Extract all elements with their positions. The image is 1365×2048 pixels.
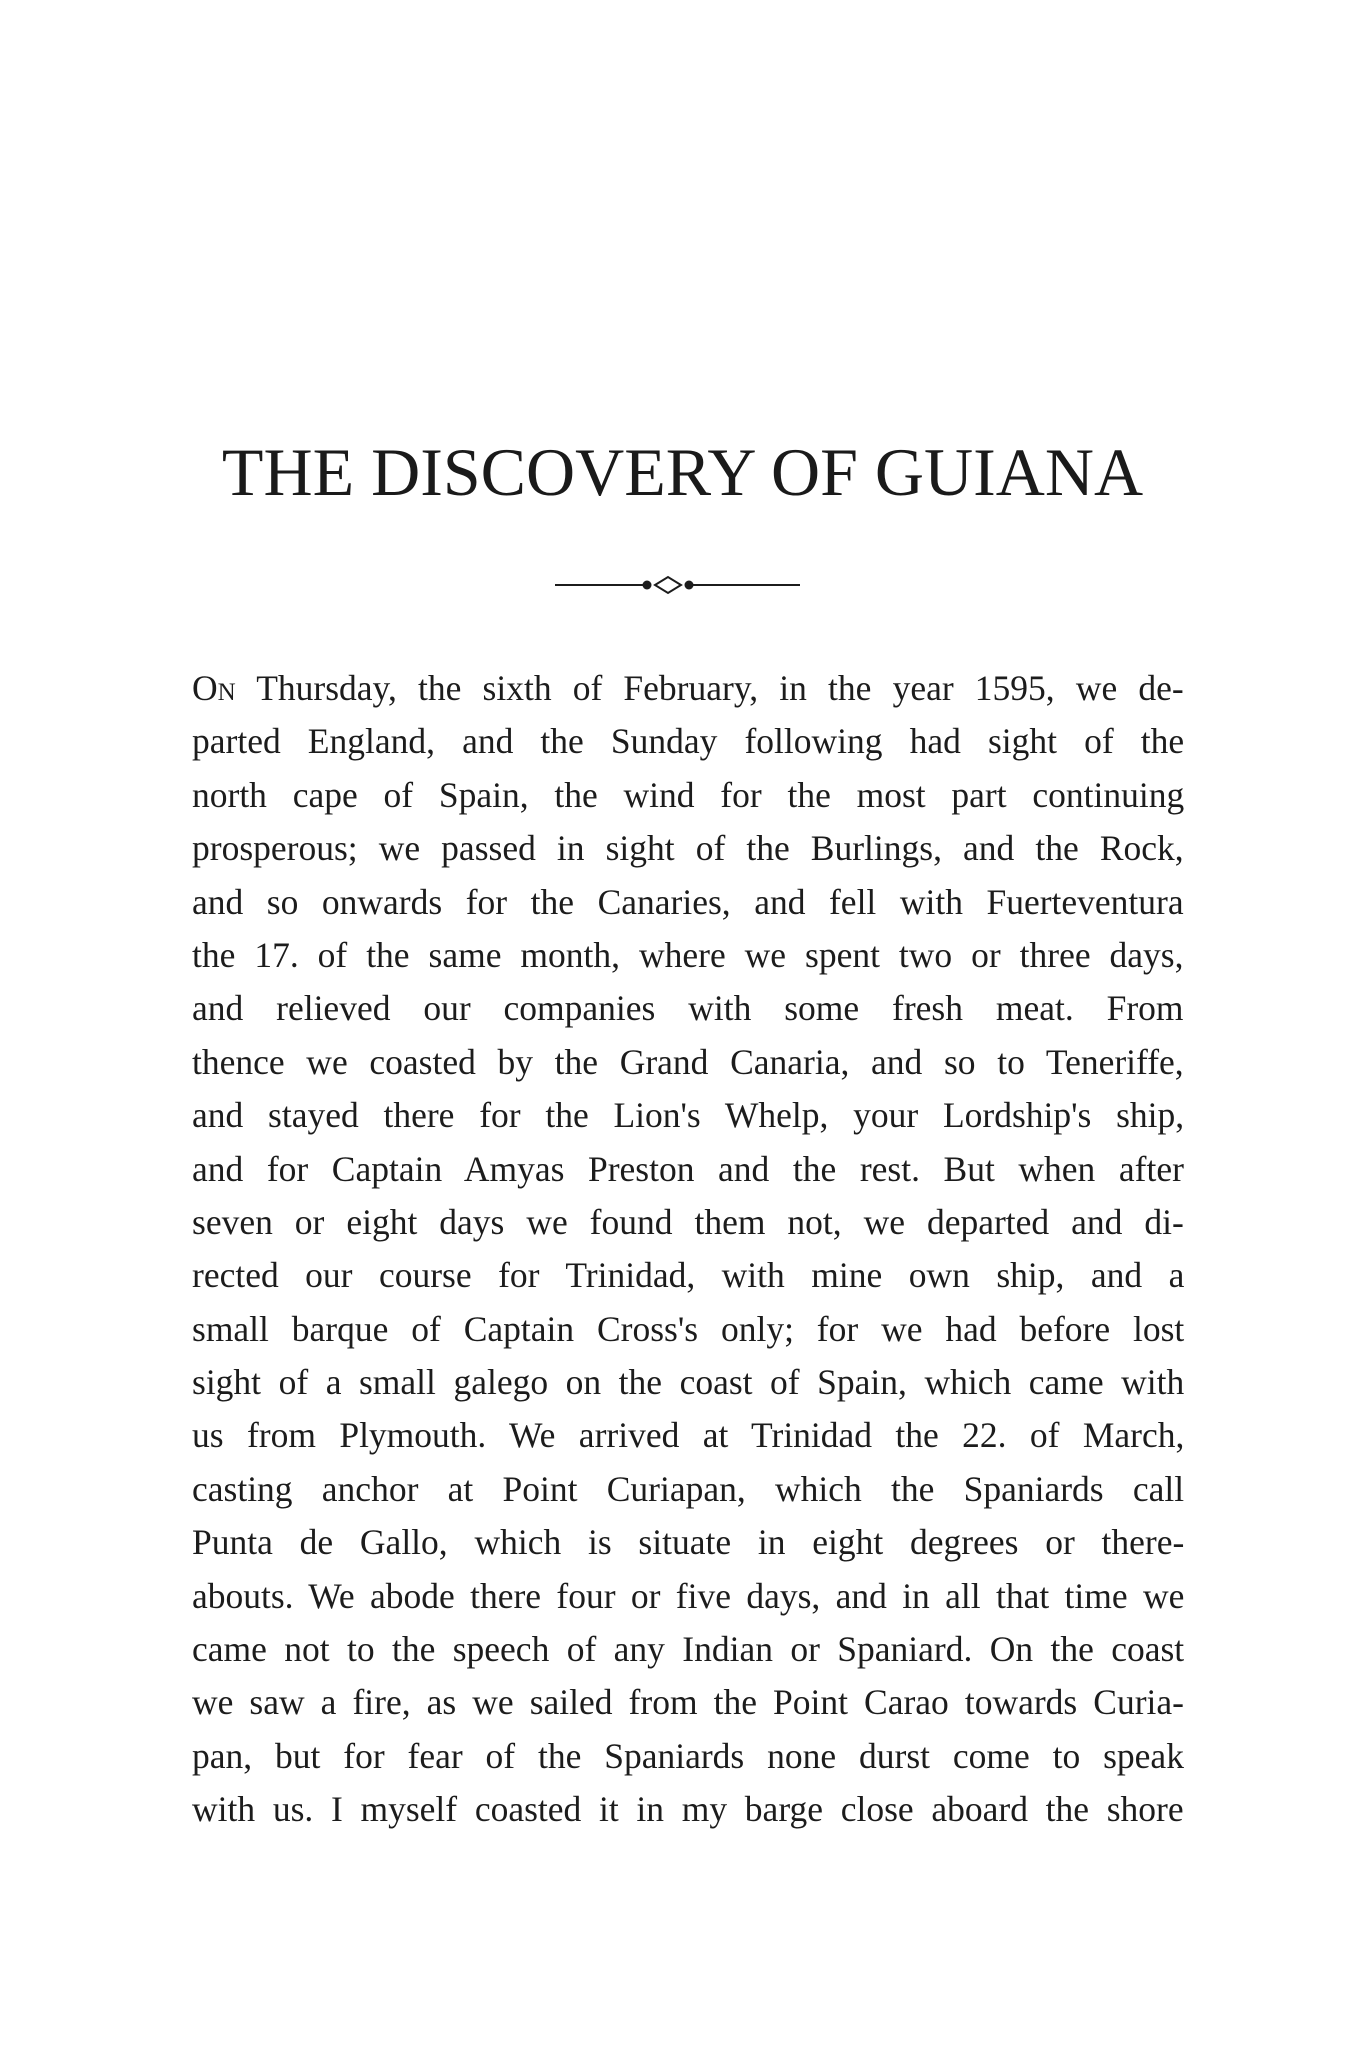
text-line: and stayed there for the Lion's Whelp, your Lordship's ship, bbox=[192, 1095, 1185, 1136]
dropcap-word: On bbox=[192, 668, 236, 708]
text-line: and relieved our companies with some fresh meat. From bbox=[192, 988, 1184, 1029]
text-line: Punta de Gallo, which is situate in eight degrees or there- bbox=[192, 1522, 1185, 1563]
chapter-title: THE DISCOVERY OF GUIANA bbox=[221, 434, 1144, 510]
text-line: parted England, and the Sunday following had sight of the bbox=[192, 721, 1185, 762]
text-line: pan, but for fear of the Spaniards none durst come to speak bbox=[192, 1735, 1184, 1776]
text-line: the 17. of the same month, where we spent two or three days, bbox=[192, 934, 1184, 975]
text-line: us from Plymouth. We arrived at Trinidad the 22. of March, bbox=[192, 1415, 1185, 1456]
text-line: casting anchor at Point Curiapan, which the Spaniards call bbox=[192, 1468, 1185, 1509]
text-line: rected our course for Trinidad, with mine own ship, and a bbox=[192, 1255, 1185, 1296]
text-line: with us. I myself coasted it in my barge close aboard the shore bbox=[192, 1789, 1184, 1830]
text-line: came not to the speech of any Indian or Spaniard. On the coast bbox=[192, 1629, 1185, 1670]
text-line: we saw a fire, as we sailed from the Point Carao towards Curia- bbox=[192, 1682, 1184, 1723]
text-line: seven or eight days we found them not, we departed and di- bbox=[192, 1201, 1184, 1242]
body-paragraph bbox=[192, 662, 1184, 1837]
text-line: sight of a small galego on the coast of Spain, which came with bbox=[192, 1362, 1185, 1403]
fleuron-divider-icon bbox=[555, 572, 800, 598]
text-line: and so onwards for the Canaries, and fell with Fuerteventura bbox=[192, 881, 1184, 922]
text-line: thence we coasted by the Grand Canaria, and so to Teneriffe, bbox=[192, 1041, 1184, 1082]
text-line: north cape of Spain, the wind for the most part continuing bbox=[192, 774, 1185, 815]
text-line-content: Thursday, the sixth of February, in the year 1595, we de- bbox=[235, 668, 1184, 708]
text-line: small barque of Captain Cross's only; for we had before lost bbox=[192, 1308, 1185, 1349]
text-line: and for Captain Amyas Preston and the rest. But when after bbox=[192, 1148, 1184, 1189]
text-line: prosperous; we passed in sight of the Burlings, and the Rock, bbox=[192, 828, 1184, 869]
text-line bbox=[192, 662, 1184, 715]
text-line: abouts. We abode there four or five days, and in all that time we bbox=[192, 1575, 1185, 1616]
